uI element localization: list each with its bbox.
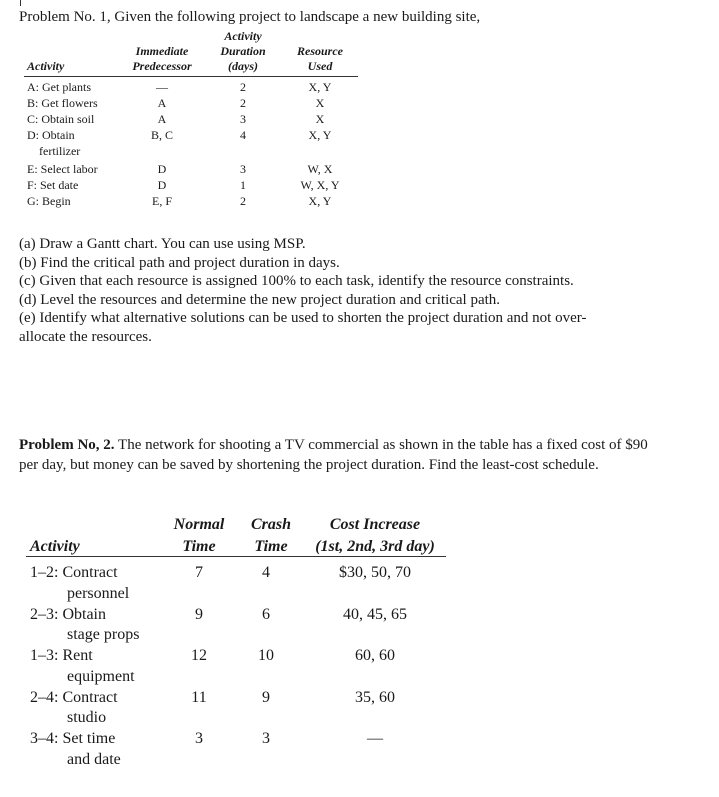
p2-activity-cell: studio (67, 709, 107, 726)
p1-header-resource: Resource Used (297, 44, 343, 73)
p1-resource-cell: W, X (307, 162, 333, 176)
p2-cost-cell: 35, 60 (355, 688, 395, 706)
p1-header-duration: Activity Duration (days) (220, 29, 266, 73)
p1-header-activity: Activity (27, 59, 65, 73)
p2-crash-cell: 10 (258, 647, 274, 664)
question-line: (b) Find the critical path and project duration in days. (19, 254, 340, 271)
p1-duration-cell: 3 (240, 112, 246, 126)
p1-activity-cell: D: Obtain (27, 128, 75, 142)
p1-duration-cell: 1 (240, 178, 246, 192)
p2-header-normal: Normal Time (173, 516, 225, 555)
p1-resource-cell: X, Y (308, 128, 332, 142)
p2-cost-cell: $30, 50, 70 (339, 564, 411, 581)
p2-normal-cell: 12 (191, 647, 207, 664)
p1-predecessor-cell: A (157, 112, 167, 126)
p1-activity-cell: F: Set date (27, 178, 79, 192)
p1-predecessor-cell: A (157, 96, 167, 110)
p1-activity-cell: A: Get plants (27, 80, 91, 94)
p2-crash-cell: 3 (262, 730, 270, 747)
question-line: allocate the resources. (19, 328, 152, 345)
p1-predecessor-cell: E, F (151, 194, 172, 208)
question-line: (a) Draw a Gantt chart. You can use using MSP. (19, 236, 306, 252)
p1-resource-cell: X (315, 112, 325, 126)
p2-normal-cell: 7 (195, 564, 203, 581)
p2-activity-cell: stage props (67, 626, 140, 643)
p1-duration-cell: 2 (240, 96, 246, 110)
p2-activity-cell: 2–4: Contract (30, 688, 118, 706)
p1-header-predecessor: Immediate Predecessor (132, 44, 192, 73)
problem2-statement (19, 436, 659, 475)
p1-predecessor-cell: — (156, 80, 168, 94)
p2-cost-cell: 40, 45, 65 (343, 605, 407, 623)
p2-header-crash: Crash Time (250, 516, 292, 555)
problem1-title: Problem No. 1, Given the following project to landscape a new building site, (19, 9, 481, 25)
p2-activity-cell: 2–3: Obtain (30, 605, 106, 623)
question-line: (c) Given that each resource is assigned 100% to each task, identify the resource constraints. (19, 273, 574, 289)
p1-header-rule (24, 76, 358, 77)
p1-activity-cell: fertilizer (39, 144, 81, 158)
p2-activity-cell: 1–2: Contract (30, 564, 118, 581)
p1-activity-cell: B: Get flowers (27, 96, 98, 110)
p1-activity-cell: G: Begin (27, 194, 71, 208)
p2-activity-cell: 1–3: Rent (30, 647, 93, 664)
p1-predecessor-cell: D (157, 162, 167, 176)
p1-duration-cell: 3 (240, 162, 246, 176)
p2-header-activity: Activity (30, 538, 80, 555)
p1-duration-cell: 4 (240, 128, 246, 142)
p2-crash-cell: 4 (262, 564, 270, 581)
p2-normal-cell: 9 (195, 605, 203, 623)
p2-header-rule (26, 556, 446, 557)
p2-activity-cell: 3–4: Set time (30, 730, 116, 747)
p2-crash-cell: 6 (262, 605, 270, 623)
p2-normal-cell: 11 (191, 688, 207, 706)
problem2-text: The network for shooting a TV commercial as shown in the table has a fixed cost of $90 per day, but money can be saved by shortening the project duration. Find the least-cost schedule. (19, 437, 648, 473)
p2-crash-cell: 9 (262, 688, 270, 706)
problem2-label: Problem No, 2. (19, 437, 115, 453)
question-line: (e) Identify what alternative solutions can be used to shorten the project duration and not over- (19, 310, 587, 326)
p1-duration-cell: 2 (240, 194, 246, 208)
question-line: (d) Level the resources and determine the new project duration and critical path. (19, 291, 501, 308)
p2-activity-cell: equipment (67, 667, 135, 685)
p2-activity-cell: personnel (67, 584, 130, 602)
p2-cost-cell: — (367, 730, 383, 747)
p2-activity-cell: and date (67, 750, 121, 768)
p1-resource-cell: X (315, 96, 325, 110)
p1-predecessor-cell: D (157, 178, 167, 192)
p1-activity-cell: C: Obtain soil (27, 112, 95, 126)
p1-activity-cell: E: Select labor (27, 162, 98, 176)
p1-resource-cell: X, Y (308, 80, 332, 94)
p1-resource-cell: X, Y (308, 194, 332, 208)
p1-resource-cell: W, X, Y (300, 178, 340, 192)
p1-predecessor-cell: B, C (150, 128, 173, 142)
text-cursor (20, 0, 21, 6)
p2-cost-cell: 60, 60 (355, 647, 395, 664)
p2-header-cost: Cost Increase (1st, 2nd, 3rd day) (315, 516, 435, 555)
p2-normal-cell: 3 (195, 730, 203, 747)
p1-duration-cell: 2 (240, 80, 246, 94)
